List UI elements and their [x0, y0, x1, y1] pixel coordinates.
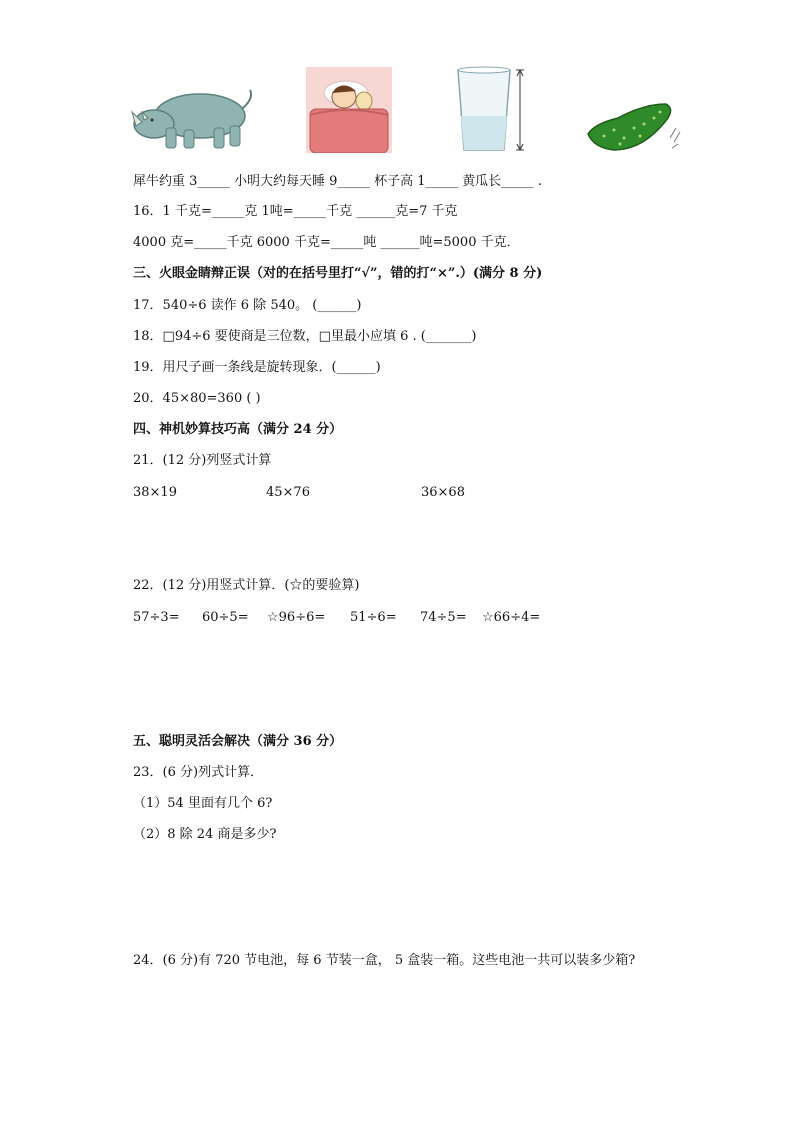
q21-item: 38×19	[133, 485, 177, 500]
q15-line: 犀牛约重 3_____ 小明大约每天睡 9_____ 杯子高 1_____ 黄瓜长_____ .	[133, 174, 542, 189]
q22-item: ☆66÷4=	[482, 610, 541, 625]
glass-cup-image	[452, 66, 532, 156]
q22-title: 22．(12 分)用竖式计算．(☆的要验算)	[133, 578, 360, 593]
q22-item: 74÷5=	[420, 610, 467, 625]
section4-title: 四、神机妙算技巧高（满分 24 分）	[133, 422, 343, 437]
q18: 18．□94÷6 要使商是三位数，□里最小应填 6 . (_______)	[133, 329, 477, 344]
q22-item: 51÷6=	[350, 610, 397, 625]
q19: 19．用尺子画一条线是旋转现象．(______)	[133, 360, 381, 375]
glass-cup-icon	[452, 66, 532, 156]
q24: 24．(6 分)有 720 节电池，每 6 节装一盒， 5 盒装一箱。这些电池一共可以装多少箱?	[133, 953, 636, 968]
q21-item: 45×76	[266, 485, 310, 500]
rhino-image	[130, 84, 260, 154]
q17: 17．540÷6 读作 6 除 540。 (______)	[133, 298, 362, 313]
q20: 20．45×80=360 ( )	[133, 391, 261, 406]
sleeping-child-icon	[306, 67, 392, 153]
q23-title: 23．(6 分)列式计算．	[133, 765, 264, 780]
q22-item: ☆96÷6=	[267, 610, 326, 625]
section5-title: 五、聪明灵活会解决（满分 36 分）	[133, 734, 343, 749]
section3-title: 三、火眼金睛辩正误（对的在括号里打“√”，错的打“×”.）(满分 8 分)	[133, 266, 543, 281]
cucumber-icon	[584, 98, 684, 162]
sleeping-child-image	[306, 67, 392, 153]
q23-sub2: （2）8 除 24 商是多少?	[133, 827, 277, 842]
q22-items	[133, 609, 540, 627]
q22-item: 57÷3=	[133, 610, 180, 625]
q21-title: 21．(12 分)列竖式计算	[133, 453, 272, 468]
q23-sub1: （1）54 里面有几个 6?	[133, 796, 273, 811]
q22-item: 60÷5=	[202, 610, 249, 625]
cucumber-image	[584, 98, 684, 162]
q16-line-2: 4000 克=_____千克 6000 千克=_____吨 ______吨=5000 千克．	[133, 235, 520, 250]
q16-line-1: 16．1 千克=_____克 1吨=_____千克 ______克=7 千克	[133, 204, 458, 219]
q21-item: 36×68	[421, 485, 465, 500]
q21-items	[133, 484, 465, 502]
rhino-icon	[130, 84, 260, 154]
